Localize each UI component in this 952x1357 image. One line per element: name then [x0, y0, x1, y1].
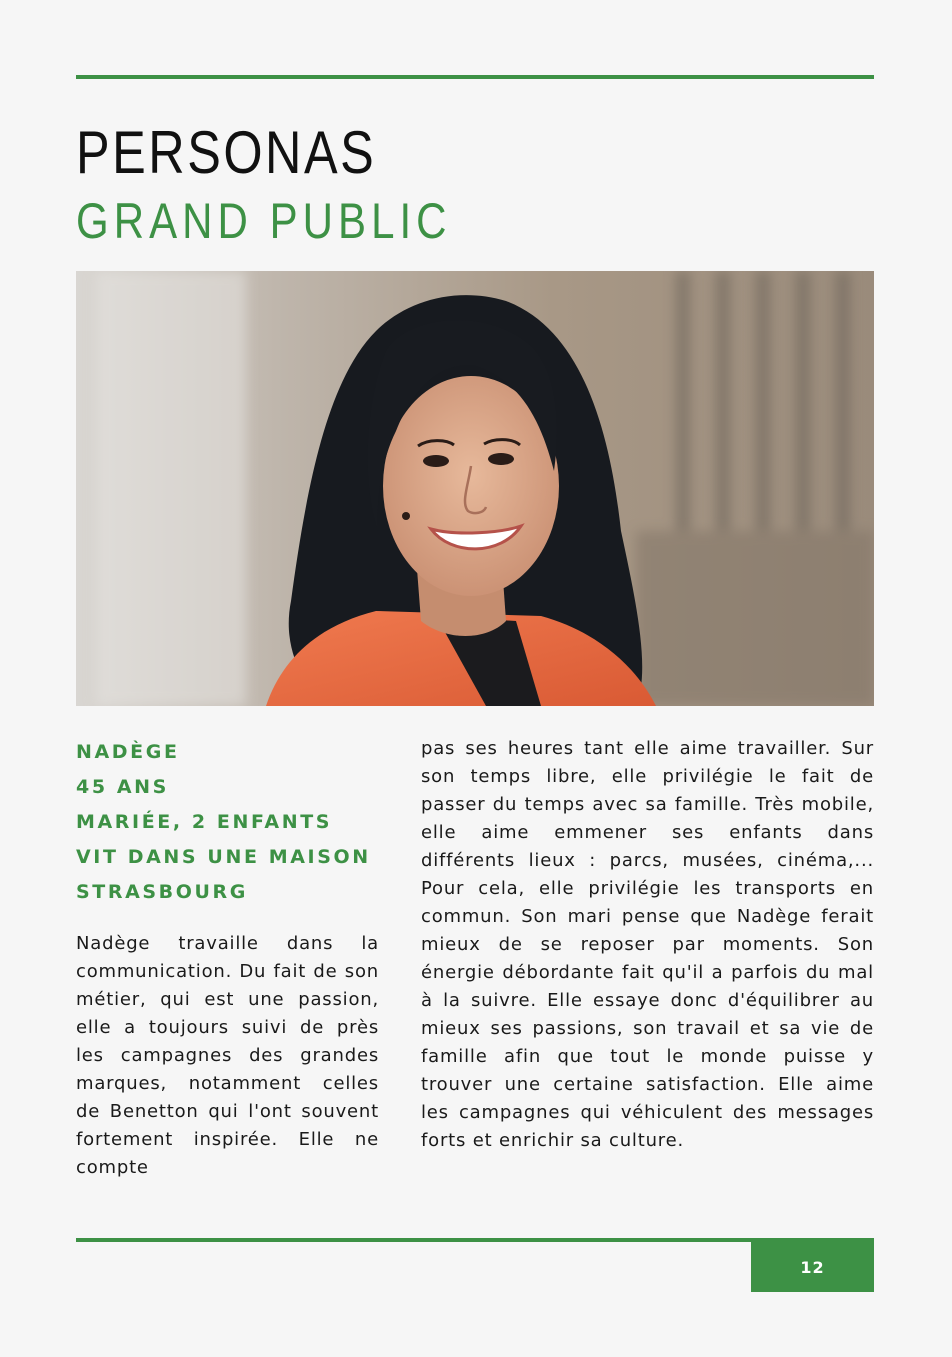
persona-bio-right: pas ses heures tant elle aime travailler. Sur son temps libre, elle privilégie le fait de passer du temps avec sa famille. Très mobile, elle aime emmener ses enfants dans différents lieux : parcs, musées, cinéma,... Pour cela, elle privilégie les transports en commun. Son mari pense que Nadège ferait mieux de se reposer par moments. Son énergie débordante fait qu'il a parfois du mal à la suivre. Elle essaye donc d'équilibrer au mieux ses passions, son travail et sa vie de famille afin que tout le monde puisse y trouver une certaine satisfaction. Elle aime les campagnes qui véhiculent des messages forts et enrichir sa culture.	[421, 738, 874, 1151]
persona-city: STRASBOURG	[76, 881, 248, 903]
page-title: PERSONAS	[76, 119, 377, 186]
persona-age: 45 ANS	[76, 776, 169, 798]
persona-family: MARIÉE, 2 ENFANTS	[76, 811, 333, 833]
persona-photo	[76, 271, 874, 706]
persona-name: NADÈGE	[76, 741, 180, 763]
persona-housing: VIT DANS UNE MAISON	[76, 846, 371, 868]
top-divider	[76, 75, 874, 79]
page-number: 12	[751, 1242, 874, 1292]
portrait-photo-icon	[76, 271, 874, 706]
page-subtitle: GRAND PUBLIC	[76, 193, 452, 249]
persona-facts	[76, 735, 371, 910]
persona-bio-left: Nadège travaille dans la communication. Du fait de son métier, qui est une passion, elle a toujours suivi de près les campagnes des grandes marques, notamment celles de Benetton qui l'ont souvent fortement inspirée. Elle ne compte	[76, 933, 379, 1178]
